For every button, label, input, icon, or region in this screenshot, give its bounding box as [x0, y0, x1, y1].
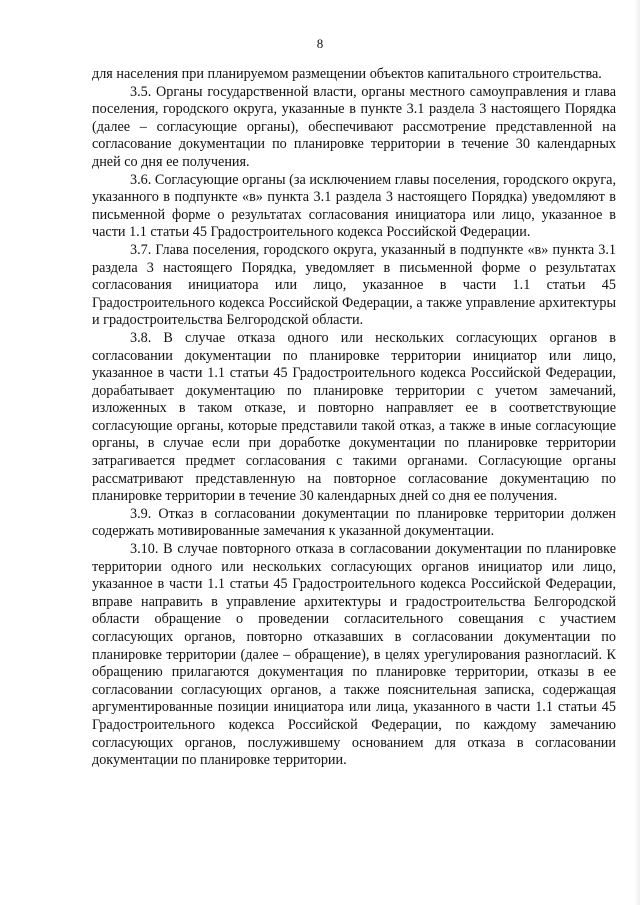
- paragraph-3-8: 3.8. В случае отказа одного или нескольких согласующих органов в согласовании документации по планировке территории инициатор или лицо, указанное в части 1.1 статьи 45 Градостроительного кодекса Российской Федерации, дорабатывает документацию по планировке территории с учетом замечаний, изложенных в таком отказе, и повторно направляет ее в соответствующие согласующие органы, которые представили такой отказ, а также в иные согласующие органы, в случае если при доработке документации по планировке территории затрагивается предмет согласования с такими органами. Согласующие органы рассматривают представленную на повторное согласование документацию по планировке территории в течение 30 календарных дней со дня ее получения.: [92, 329, 616, 505]
- document-body: [92, 66, 616, 770]
- page-number: 8: [316, 36, 324, 51]
- paragraph-3-7: 3.7. Глава поселения, городского округа, указанный в подпункте «в» пункта 3.1 раздела 3 настоящего Порядка, уведомляет в письменной форме о результатах согласования инициатора или лицо, указанное в части 1.1 статьи 45 Градостроительного кодекса Российской Федерации, а также управление архитектуры и градостроительства Белгородской области.: [92, 241, 616, 329]
- paragraph-3-10: 3.10. В случае повторного отказа в согласовании документации по планировке территории одного или нескольких согласующих органов инициатор или лицо, указанное в части 1.1 статьи 45 Градостроительного кодекса Российской Федерации, вправе направить в управление архитектуры и градостроительства Белгородской области обращение о проведении согласительного совещания с участием согласующих органов, повторно отказавших в согласовании документации по планировке территории (далее – обращение), в целях урегулирования разногласий. К обращению прилагаются документация по планировке территории, отказы в ее согласовании согласующих органов, а также пояснительная записка, содержащая аргументированные позиции инициатора или лица, указанного в части 1.1 статьи 45 Градостроительного кодекса Российской Федерации, по каждому замечанию согласующих органов, послужившему основанием для отказа в согласовании документации по планировке территории.: [92, 541, 616, 769]
- paragraph-continuation: для населения при планируемом размещении объектов капитального строительства.: [92, 66, 602, 82]
- paragraph-3-5: 3.5. Органы государственной власти, органы местного самоуправления и глава поселения, городского округа, указанные в пункте 3.1 раздела 3 настоящего Порядка (далее – согласующие органы), обеспечивают рассмотрение представленной на согласование документации по планировке территории в течение 30 календарных дней со дня ее получения.: [92, 83, 616, 170]
- paragraph-3-9: 3.9. Отказ в согласовании документации по планировке территории должен содержать мотивированные замечания к указанной документации.: [92, 505, 616, 540]
- paragraph-3-6: 3.6. Согласующие органы (за исключением главы поселения, городского округа, указанного в подпункте «в» пункта 3.1 раздела 3 настоящего Порядка) уведомляют в письменной форме о результатах согласования инициатора или лицо, указанное в части 1.1 статьи 45 Градостроительного кодекса Российской Федерации.: [92, 171, 616, 241]
- scan-edge-shadow: [634, 0, 640, 905]
